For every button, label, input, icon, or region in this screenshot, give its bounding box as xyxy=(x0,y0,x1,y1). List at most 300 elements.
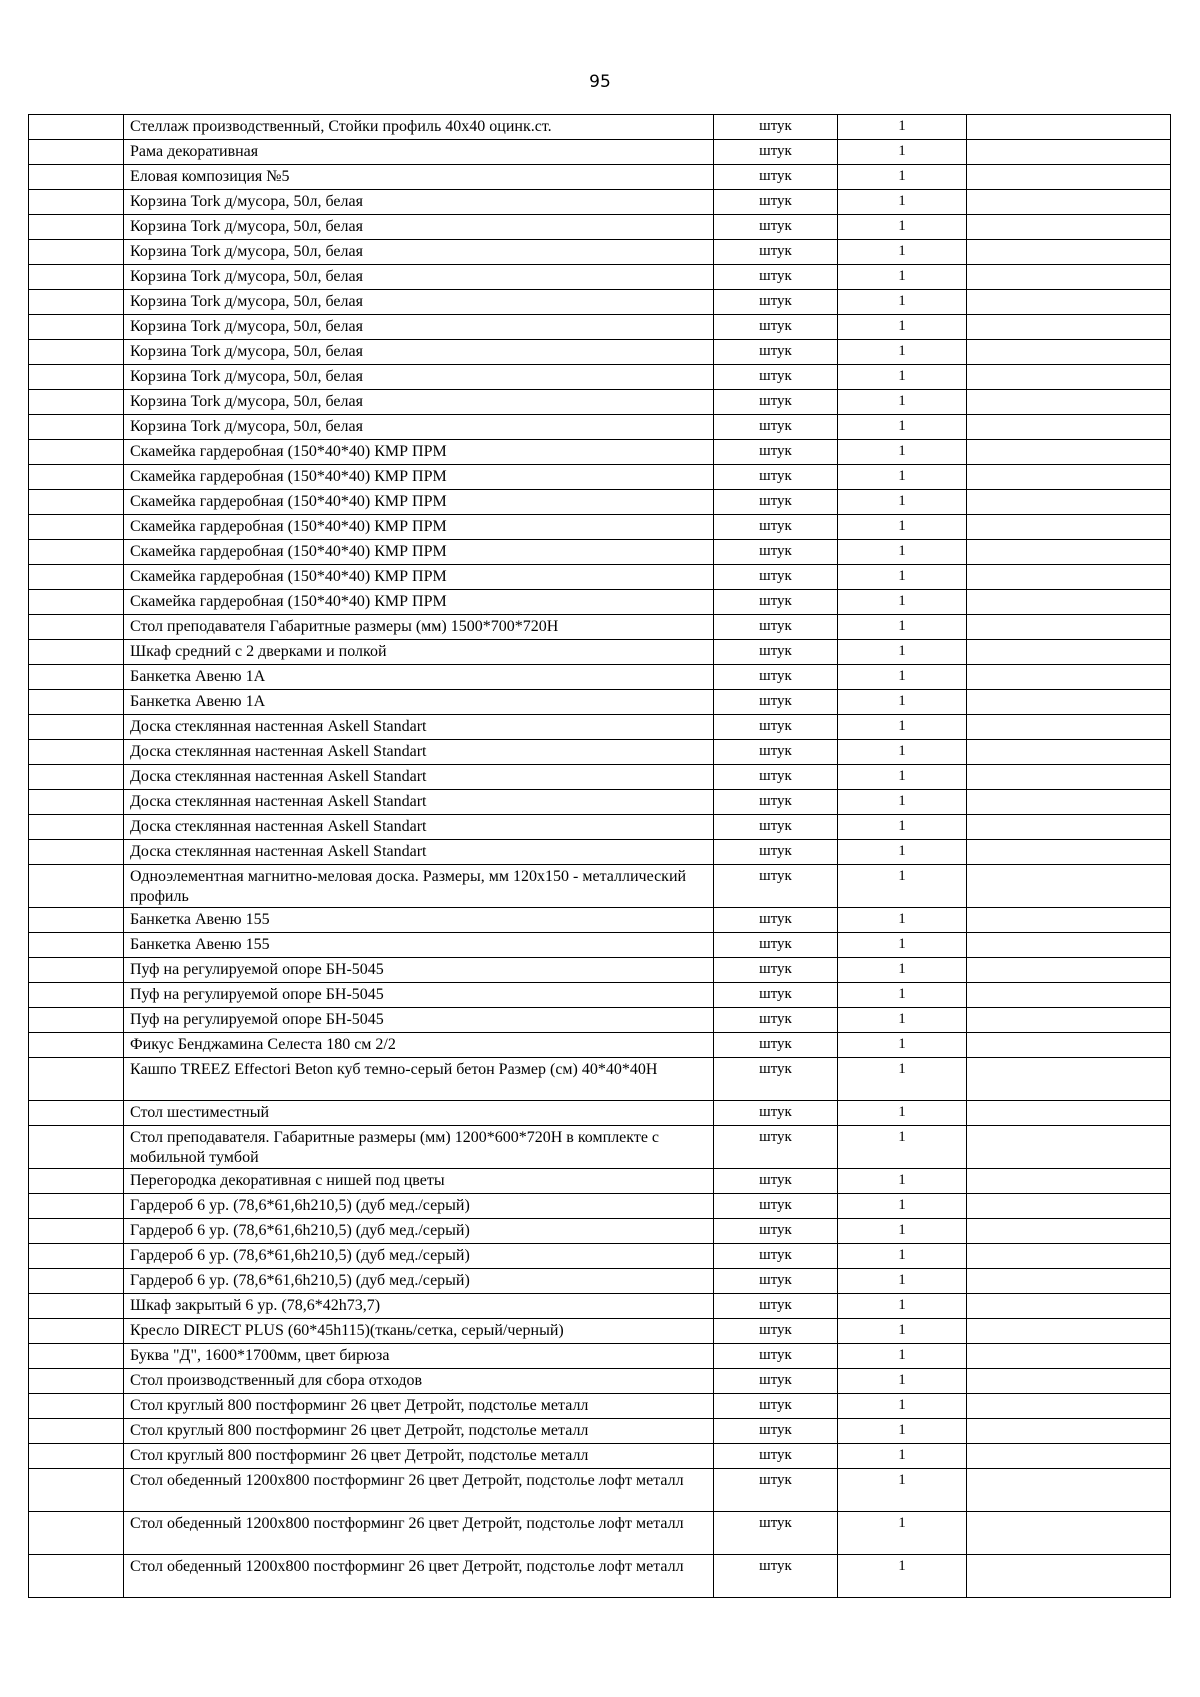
item-quantity-cell: 1 xyxy=(838,340,967,365)
table-row xyxy=(29,740,1171,765)
item-unit-cell: штук xyxy=(714,215,838,240)
row-number-cell xyxy=(29,365,124,390)
item-name-cell: Пуф на регулируемой опоре БН-5045 xyxy=(124,983,714,1008)
row-number-cell xyxy=(29,1394,124,1419)
table-row xyxy=(29,1101,1171,1126)
table-row xyxy=(29,1294,1171,1319)
item-name-cell: Банкетка Авеню 1А xyxy=(124,690,714,715)
item-note-cell xyxy=(967,1008,1171,1033)
table-row xyxy=(29,1419,1171,1444)
row-number-cell xyxy=(29,665,124,690)
item-quantity-cell: 1 xyxy=(838,1319,967,1344)
item-quantity-cell: 1 xyxy=(838,765,967,790)
item-note-cell xyxy=(967,815,1171,840)
item-name-cell: Корзина Tork д/мусора, 50л, белая xyxy=(124,265,714,290)
item-name-cell: Стол круглый 800 постформинг 26 цвет Детройт, подстолье металл xyxy=(124,1419,714,1444)
item-name-cell: Стеллаж производственный, Стойки профиль 40х40 оцинк.ст. xyxy=(124,115,714,140)
item-unit-cell: штук xyxy=(714,1369,838,1394)
item-name-cell: Стол преподавателя. Габаритные размеры (мм) 1200*600*720Н в комплекте с мобильной тумбой xyxy=(124,1126,714,1169)
item-name-cell: Корзина Tork д/мусора, 50л, белая xyxy=(124,240,714,265)
item-unit-cell: штук xyxy=(714,1444,838,1469)
item-unit-cell: штук xyxy=(714,290,838,315)
item-note-cell xyxy=(967,365,1171,390)
item-quantity-cell: 1 xyxy=(838,190,967,215)
item-note-cell xyxy=(967,165,1171,190)
table-row xyxy=(29,640,1171,665)
item-quantity-cell: 1 xyxy=(838,790,967,815)
table-row xyxy=(29,933,1171,958)
row-number-cell xyxy=(29,1058,124,1101)
item-note-cell xyxy=(967,1219,1171,1244)
item-note-cell xyxy=(967,1394,1171,1419)
item-note-cell xyxy=(967,565,1171,590)
item-unit-cell: штук xyxy=(714,815,838,840)
item-name-cell: Скамейка гардеробная (150*40*40) КМР ПРМ xyxy=(124,465,714,490)
table-row xyxy=(29,840,1171,865)
item-quantity-cell: 1 xyxy=(838,1126,967,1169)
item-note-cell xyxy=(967,240,1171,265)
table-row xyxy=(29,865,1171,908)
table-row xyxy=(29,958,1171,983)
table-row xyxy=(29,140,1171,165)
item-unit-cell: штук xyxy=(714,265,838,290)
item-name-cell: Корзина Tork д/мусора, 50л, белая xyxy=(124,290,714,315)
table-row xyxy=(29,790,1171,815)
item-quantity-cell: 1 xyxy=(838,665,967,690)
item-note-cell xyxy=(967,1344,1171,1369)
item-note-cell xyxy=(967,265,1171,290)
item-name-cell: Гардероб 6 ур. (78,6*61,6h210,5) (дуб мед./серый) xyxy=(124,1219,714,1244)
item-note-cell xyxy=(967,715,1171,740)
item-quantity-cell: 1 xyxy=(838,740,967,765)
row-number-cell xyxy=(29,1369,124,1394)
item-unit-cell: штук xyxy=(714,340,838,365)
item-quantity-cell: 1 xyxy=(838,1444,967,1469)
row-number-cell xyxy=(29,440,124,465)
row-number-cell xyxy=(29,1244,124,1269)
item-quantity-cell: 1 xyxy=(838,465,967,490)
table-row xyxy=(29,1033,1171,1058)
item-note-cell xyxy=(967,765,1171,790)
table-row xyxy=(29,1512,1171,1555)
item-unit-cell: штук xyxy=(714,440,838,465)
item-name-cell: Гардероб 6 ур. (78,6*61,6h210,5) (дуб мед./серый) xyxy=(124,1269,714,1294)
table-row xyxy=(29,815,1171,840)
item-quantity-cell: 1 xyxy=(838,315,967,340)
item-quantity-cell: 1 xyxy=(838,440,967,465)
item-note-cell xyxy=(967,440,1171,465)
item-quantity-cell: 1 xyxy=(838,565,967,590)
row-number-cell xyxy=(29,1419,124,1444)
item-quantity-cell: 1 xyxy=(838,540,967,565)
item-unit-cell: штук xyxy=(714,1033,838,1058)
item-name-cell: Еловая композиция №5 xyxy=(124,165,714,190)
table-row xyxy=(29,540,1171,565)
item-name-cell: Скамейка гардеробная (150*40*40) КМР ПРМ xyxy=(124,490,714,515)
item-quantity-cell: 1 xyxy=(838,1101,967,1126)
table-row xyxy=(29,190,1171,215)
item-unit-cell: штук xyxy=(714,1319,838,1344)
row-number-cell xyxy=(29,390,124,415)
item-quantity-cell: 1 xyxy=(838,1369,967,1394)
table-row xyxy=(29,983,1171,1008)
item-unit-cell: штук xyxy=(714,908,838,933)
item-quantity-cell: 1 xyxy=(838,415,967,440)
item-note-cell xyxy=(967,690,1171,715)
item-note-cell xyxy=(967,958,1171,983)
item-quantity-cell: 1 xyxy=(838,958,967,983)
item-note-cell xyxy=(967,1126,1171,1169)
table-row xyxy=(29,240,1171,265)
row-number-cell xyxy=(29,865,124,908)
table-row xyxy=(29,340,1171,365)
item-note-cell xyxy=(967,415,1171,440)
item-name-cell: Стол обеденный 1200х800 постформинг 26 цвет Детройт, подстолье лофт металл xyxy=(124,1469,714,1512)
item-unit-cell: штук xyxy=(714,240,838,265)
item-name-cell: Скамейка гардеробная (150*40*40) КМР ПРМ xyxy=(124,515,714,540)
row-number-cell xyxy=(29,340,124,365)
item-name-cell: Скамейка гардеробная (150*40*40) КМР ПРМ xyxy=(124,440,714,465)
row-number-cell xyxy=(29,983,124,1008)
item-name-cell: Фикус Бенджамина Селеста 180 см 2/2 xyxy=(124,1033,714,1058)
item-quantity-cell: 1 xyxy=(838,1058,967,1101)
item-name-cell: Стол преподавателя Габаритные размеры (мм) 1500*700*720Н xyxy=(124,615,714,640)
table-row xyxy=(29,765,1171,790)
item-note-cell xyxy=(967,1444,1171,1469)
item-quantity-cell: 1 xyxy=(838,715,967,740)
item-note-cell xyxy=(967,640,1171,665)
item-name-cell: Стол шестиместный xyxy=(124,1101,714,1126)
item-name-cell: Стол производственный для сбора отходов xyxy=(124,1369,714,1394)
table-row xyxy=(29,1344,1171,1369)
item-quantity-cell: 1 xyxy=(838,1244,967,1269)
item-unit-cell: штук xyxy=(714,1269,838,1294)
item-name-cell: Корзина Tork д/мусора, 50л, белая xyxy=(124,365,714,390)
item-note-cell xyxy=(967,215,1171,240)
table-row xyxy=(29,1555,1171,1598)
item-unit-cell: штук xyxy=(714,1058,838,1101)
item-note-cell xyxy=(967,1033,1171,1058)
row-number-cell xyxy=(29,1126,124,1169)
item-note-cell xyxy=(967,540,1171,565)
item-name-cell: Шкаф закрытый 6 ур. (78,6*42h73,7) xyxy=(124,1294,714,1319)
item-name-cell: Банкетка Авеню 155 xyxy=(124,908,714,933)
item-name-cell: Гардероб 6 ур. (78,6*61,6h210,5) (дуб мед./серый) xyxy=(124,1244,714,1269)
item-unit-cell: штук xyxy=(714,1219,838,1244)
table-row xyxy=(29,1469,1171,1512)
item-quantity-cell: 1 xyxy=(838,908,967,933)
item-quantity-cell: 1 xyxy=(838,1269,967,1294)
item-unit-cell: штук xyxy=(714,115,838,140)
item-note-cell xyxy=(967,933,1171,958)
table-row xyxy=(29,115,1171,140)
item-name-cell: Корзина Tork д/мусора, 50л, белая xyxy=(124,415,714,440)
item-unit-cell: штук xyxy=(714,715,838,740)
row-number-cell xyxy=(29,590,124,615)
row-number-cell xyxy=(29,265,124,290)
row-number-cell xyxy=(29,1555,124,1598)
item-note-cell xyxy=(967,1194,1171,1219)
item-note-cell xyxy=(967,340,1171,365)
item-name-cell: Корзина Tork д/мусора, 50л, белая xyxy=(124,390,714,415)
row-number-cell xyxy=(29,1101,124,1126)
row-number-cell xyxy=(29,715,124,740)
row-number-cell xyxy=(29,190,124,215)
item-unit-cell: штук xyxy=(714,665,838,690)
item-name-cell: Шкаф средний с 2 дверками и полкой xyxy=(124,640,714,665)
item-name-cell: Банкетка Авеню 1А xyxy=(124,665,714,690)
row-number-cell xyxy=(29,1294,124,1319)
item-name-cell: Корзина Tork д/мусора, 50л, белая xyxy=(124,215,714,240)
item-quantity-cell: 1 xyxy=(838,1219,967,1244)
table-row xyxy=(29,265,1171,290)
item-name-cell: Доска стеклянная настенная Askell Standart xyxy=(124,765,714,790)
item-unit-cell: штук xyxy=(714,565,838,590)
item-name-cell: Скамейка гардеробная (150*40*40) КМР ПРМ xyxy=(124,590,714,615)
item-unit-cell: штук xyxy=(714,1101,838,1126)
item-unit-cell: штук xyxy=(714,640,838,665)
row-number-cell xyxy=(29,515,124,540)
item-note-cell xyxy=(967,840,1171,865)
row-number-cell xyxy=(29,490,124,515)
item-unit-cell: штук xyxy=(714,490,838,515)
item-unit-cell: штук xyxy=(714,190,838,215)
item-note-cell xyxy=(967,315,1171,340)
row-number-cell xyxy=(29,790,124,815)
item-unit-cell: штук xyxy=(714,590,838,615)
item-name-cell: Доска стеклянная настенная Askell Standart xyxy=(124,790,714,815)
item-note-cell xyxy=(967,515,1171,540)
row-number-cell xyxy=(29,958,124,983)
item-quantity-cell: 1 xyxy=(838,690,967,715)
table-row xyxy=(29,690,1171,715)
table-row xyxy=(29,1444,1171,1469)
row-number-cell xyxy=(29,1469,124,1512)
row-number-cell xyxy=(29,933,124,958)
item-quantity-cell: 1 xyxy=(838,390,967,415)
item-name-cell: Стол круглый 800 постформинг 26 цвет Детройт, подстолье металл xyxy=(124,1394,714,1419)
row-number-cell xyxy=(29,1344,124,1369)
item-name-cell: Доска стеклянная настенная Askell Standart xyxy=(124,815,714,840)
item-note-cell xyxy=(967,1469,1171,1512)
inventory-table xyxy=(28,114,1171,1598)
item-quantity-cell: 1 xyxy=(838,933,967,958)
item-name-cell: Корзина Tork д/мусора, 50л, белая xyxy=(124,190,714,215)
table-row xyxy=(29,315,1171,340)
table-row xyxy=(29,1369,1171,1394)
item-note-cell xyxy=(967,590,1171,615)
item-note-cell xyxy=(967,1294,1171,1319)
item-name-cell: Стол круглый 800 постформинг 26 цвет Детройт, подстолье металл xyxy=(124,1444,714,1469)
item-note-cell xyxy=(967,1269,1171,1294)
item-note-cell xyxy=(967,1169,1171,1194)
item-note-cell xyxy=(967,665,1171,690)
item-note-cell xyxy=(967,190,1171,215)
item-name-cell: Скамейка гардеробная (150*40*40) КМР ПРМ xyxy=(124,565,714,590)
item-unit-cell: штук xyxy=(714,1194,838,1219)
row-number-cell xyxy=(29,290,124,315)
item-name-cell: Одноэлементная магнитно-меловая доска. Размеры, мм 120х150 - металлический профиль xyxy=(124,865,714,908)
item-unit-cell: штук xyxy=(714,865,838,908)
item-name-cell: Доска стеклянная настенная Askell Standart xyxy=(124,715,714,740)
row-number-cell xyxy=(29,1033,124,1058)
table-row xyxy=(29,1058,1171,1101)
item-note-cell xyxy=(967,140,1171,165)
item-note-cell xyxy=(967,115,1171,140)
row-number-cell xyxy=(29,165,124,190)
item-note-cell xyxy=(967,490,1171,515)
item-quantity-cell: 1 xyxy=(838,983,967,1008)
item-unit-cell: штук xyxy=(714,365,838,390)
row-number-cell xyxy=(29,315,124,340)
item-unit-cell: штук xyxy=(714,740,838,765)
item-note-cell xyxy=(967,1369,1171,1394)
item-quantity-cell: 1 xyxy=(838,165,967,190)
row-number-cell xyxy=(29,240,124,265)
item-unit-cell: штук xyxy=(714,1469,838,1512)
table-row xyxy=(29,565,1171,590)
item-name-cell: Скамейка гардеробная (150*40*40) КМР ПРМ xyxy=(124,540,714,565)
item-note-cell xyxy=(967,1419,1171,1444)
item-name-cell: Кашпо TREEZ Effectori Beton куб темно-серый бетон Размер (см) 40*40*40Н xyxy=(124,1058,714,1101)
item-unit-cell: штук xyxy=(714,165,838,190)
item-quantity-cell: 1 xyxy=(838,1419,967,1444)
item-quantity-cell: 1 xyxy=(838,290,967,315)
row-number-cell xyxy=(29,465,124,490)
table-row xyxy=(29,515,1171,540)
item-quantity-cell: 1 xyxy=(838,615,967,640)
table-row xyxy=(29,1169,1171,1194)
item-quantity-cell: 1 xyxy=(838,240,967,265)
table-row xyxy=(29,290,1171,315)
row-number-cell xyxy=(29,1512,124,1555)
row-number-cell xyxy=(29,908,124,933)
item-note-cell xyxy=(967,983,1171,1008)
item-name-cell: Рама декоративная xyxy=(124,140,714,165)
table-row xyxy=(29,415,1171,440)
table-row xyxy=(29,1244,1171,1269)
table-row xyxy=(29,1126,1171,1169)
item-note-cell xyxy=(967,1319,1171,1344)
item-quantity-cell: 1 xyxy=(838,365,967,390)
item-unit-cell: штук xyxy=(714,983,838,1008)
item-quantity-cell: 1 xyxy=(838,1344,967,1369)
item-note-cell xyxy=(967,740,1171,765)
table-row xyxy=(29,465,1171,490)
table-row xyxy=(29,1008,1171,1033)
item-note-cell xyxy=(967,1058,1171,1101)
item-name-cell: Стол обеденный 1200х800 постформинг 26 цвет Детройт, подстолье лофт металл xyxy=(124,1555,714,1598)
item-quantity-cell: 1 xyxy=(838,1512,967,1555)
item-unit-cell: штук xyxy=(714,1244,838,1269)
item-unit-cell: штук xyxy=(714,615,838,640)
row-number-cell xyxy=(29,840,124,865)
item-unit-cell: штук xyxy=(714,1344,838,1369)
table-row xyxy=(29,1394,1171,1419)
item-unit-cell: штук xyxy=(714,540,838,565)
item-unit-cell: штук xyxy=(714,1169,838,1194)
item-note-cell xyxy=(967,865,1171,908)
table-row xyxy=(29,440,1171,465)
item-quantity-cell: 1 xyxy=(838,1194,967,1219)
item-note-cell xyxy=(967,908,1171,933)
item-unit-cell: штук xyxy=(714,515,838,540)
item-unit-cell: штук xyxy=(714,765,838,790)
row-number-cell xyxy=(29,640,124,665)
row-number-cell xyxy=(29,215,124,240)
item-unit-cell: штук xyxy=(714,1555,838,1598)
item-quantity-cell: 1 xyxy=(838,1033,967,1058)
item-quantity-cell: 1 xyxy=(838,1469,967,1512)
item-quantity-cell: 1 xyxy=(838,640,967,665)
table-row xyxy=(29,165,1171,190)
item-quantity-cell: 1 xyxy=(838,515,967,540)
table-row xyxy=(29,1219,1171,1244)
item-note-cell xyxy=(967,290,1171,315)
item-note-cell xyxy=(967,1555,1171,1598)
item-unit-cell: штук xyxy=(714,958,838,983)
item-name-cell: Банкетка Авеню 155 xyxy=(124,933,714,958)
table-row xyxy=(29,715,1171,740)
item-quantity-cell: 1 xyxy=(838,140,967,165)
item-quantity-cell: 1 xyxy=(838,490,967,515)
item-note-cell xyxy=(967,615,1171,640)
table-row xyxy=(29,615,1171,640)
item-note-cell xyxy=(967,790,1171,815)
table-row xyxy=(29,390,1171,415)
inventory-table-body xyxy=(29,115,1171,1598)
item-quantity-cell: 1 xyxy=(838,815,967,840)
item-unit-cell: штук xyxy=(714,690,838,715)
row-number-cell xyxy=(29,765,124,790)
item-note-cell xyxy=(967,1244,1171,1269)
table-row xyxy=(29,590,1171,615)
item-quantity-cell: 1 xyxy=(838,1294,967,1319)
item-name-cell: Перегородка декоративная с нишей под цветы xyxy=(124,1169,714,1194)
item-note-cell xyxy=(967,1512,1171,1555)
item-quantity-cell: 1 xyxy=(838,1169,967,1194)
row-number-cell xyxy=(29,1169,124,1194)
item-name-cell: Доска стеклянная настенная Askell Standart xyxy=(124,840,714,865)
item-quantity-cell: 1 xyxy=(838,840,967,865)
row-number-cell xyxy=(29,690,124,715)
item-unit-cell: штук xyxy=(714,1512,838,1555)
item-quantity-cell: 1 xyxy=(838,115,967,140)
item-quantity-cell: 1 xyxy=(838,1555,967,1598)
row-number-cell xyxy=(29,815,124,840)
item-name-cell: Стол обеденный 1200х800 постформинг 26 цвет Детройт, подстолье лофт металл xyxy=(124,1512,714,1555)
item-name-cell: Пуф на регулируемой опоре БН-5045 xyxy=(124,1008,714,1033)
table-row xyxy=(29,215,1171,240)
page-number: 95 xyxy=(589,72,611,92)
item-note-cell xyxy=(967,1101,1171,1126)
row-number-cell xyxy=(29,115,124,140)
item-quantity-cell: 1 xyxy=(838,865,967,908)
item-unit-cell: штук xyxy=(714,315,838,340)
row-number-cell xyxy=(29,1194,124,1219)
item-name-cell: Доска стеклянная настенная Askell Standart xyxy=(124,740,714,765)
table-row xyxy=(29,365,1171,390)
item-unit-cell: штук xyxy=(714,1008,838,1033)
table-row xyxy=(29,665,1171,690)
item-unit-cell: штук xyxy=(714,1394,838,1419)
item-unit-cell: штук xyxy=(714,933,838,958)
row-number-cell xyxy=(29,1219,124,1244)
item-name-cell: Корзина Tork д/мусора, 50л, белая xyxy=(124,315,714,340)
item-name-cell: Кресло DIRECT PLUS (60*45h115)(ткань/сетка, серый/черный) xyxy=(124,1319,714,1344)
row-number-cell xyxy=(29,1269,124,1294)
row-number-cell xyxy=(29,415,124,440)
